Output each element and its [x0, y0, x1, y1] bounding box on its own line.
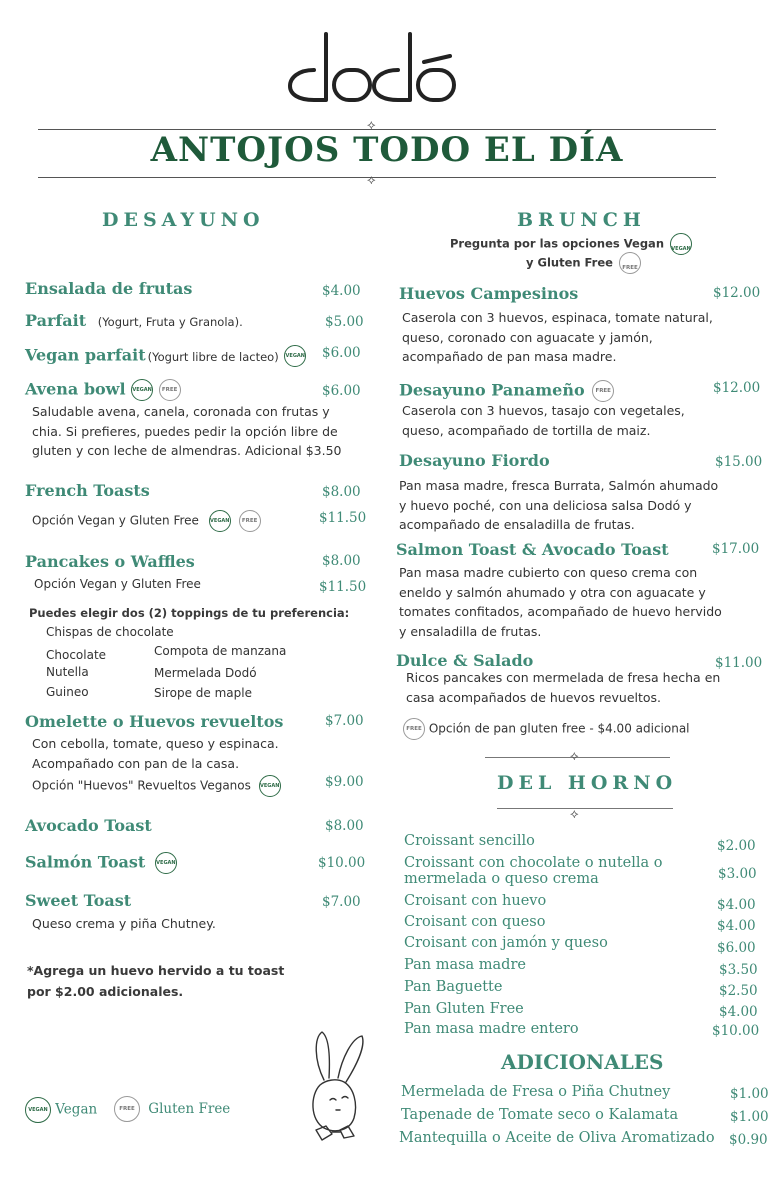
- item-price: $7.00: [325, 713, 364, 729]
- horno-price: $3.00: [718, 866, 757, 882]
- horno-price: $10.00: [712, 1023, 760, 1039]
- item-name: Parfait (Yogurt, Fruta y Granola).: [25, 311, 243, 330]
- item-description: Pan masa madre cubierto con queso crema con eneldo y salmón ahumado y otra con aguacate y tomates confitados, acompañado de huevo hervido y ensaladilla de frutas.: [399, 565, 722, 639]
- item-name: Vegan parfait (Yogurt libre de lacteo) VEGAN: [25, 345, 306, 367]
- horno-item: Croisant con huevo: [404, 893, 547, 909]
- item-name: Pancakes o Waffles: [25, 552, 195, 571]
- item-name: Salmon Toast & Avocado Toast: [396, 540, 669, 559]
- item-name: Sweet Toast: [25, 891, 132, 910]
- item-price: $8.00: [322, 484, 361, 500]
- gluten-free-bread-note: FREE Opción de pan gluten free - $4.00 adicional: [403, 718, 690, 740]
- item-description: Caserola con 3 huevos, espinaca, tomate natural, queso, coronado con aguacate y jamón, acompañado de pan masa madre.: [402, 310, 713, 364]
- flourish-ornament-icon: ⟡: [570, 807, 579, 822]
- item-price: $5.00: [325, 314, 364, 330]
- item-description: Con cebolla, tomate, queso y espinaca. Acompañado con pan de la casa.: [32, 736, 279, 771]
- topping: Mermelada Dodó: [154, 666, 257, 680]
- item-name: Avocado Toast: [25, 816, 152, 835]
- item-price: $10.00: [318, 855, 366, 871]
- legend-vegan: VEGAN Vegan: [25, 1097, 97, 1123]
- vegan-badge-icon: [670, 233, 692, 255]
- item-option: Opción Vegan y Gluten Free VEGAN FREE: [32, 510, 261, 532]
- item-price: $8.00: [325, 818, 364, 834]
- brunch-subtitle: y Gluten Free FREE: [526, 252, 641, 274]
- vegan-badge-icon: [155, 852, 177, 874]
- section-title-adicionales: ADICIONALES: [501, 1050, 664, 1074]
- flourish-ornament-icon: ⟡: [367, 118, 376, 133]
- horno-item: Pan Gluten Free: [404, 1001, 524, 1017]
- item-price: $15.00: [715, 454, 763, 470]
- horno-bottom-rule: [497, 808, 673, 809]
- flourish-ornament-icon: ⟡: [570, 749, 579, 764]
- item-price: $6.00: [322, 345, 361, 361]
- item-note: (Yogurt, Fruta y Granola).: [97, 315, 243, 329]
- rabbit-illustration-icon: [296, 1030, 376, 1145]
- item-price: $12.00: [713, 285, 761, 301]
- item-option-price: $11.50: [319, 579, 367, 595]
- vegan-badge-icon: [259, 775, 281, 797]
- adicional-price: $1.00: [730, 1086, 769, 1102]
- item-description: Ricos pancakes con mermelada de fresa hecha en casa acompañados de huevos revueltos.: [406, 670, 721, 705]
- dodo-logo: [284, 28, 460, 108]
- item-price: $12.00: [713, 380, 761, 396]
- horno-item: Croisant con jamón y queso: [404, 935, 608, 951]
- topping: Guineo: [46, 685, 89, 699]
- bottom-rule: [38, 177, 716, 178]
- legend-gluten-free: FREE Gluten Free: [114, 1096, 230, 1122]
- item-name: Desayuno Fiordo: [399, 451, 550, 470]
- item-name: Avena bowl VEGAN FREE: [25, 379, 181, 401]
- item-option-price: $9.00: [325, 774, 364, 790]
- topping: Chocolate: [46, 648, 107, 662]
- horno-item: Croisant con queso: [404, 914, 546, 930]
- adicional-item: Mermelada de Fresa o Piña Chutney: [401, 1084, 671, 1100]
- vegan-badge-icon: [284, 345, 306, 367]
- horno-item: Pan Baguette: [404, 979, 503, 995]
- horno-item: Pan masa madre: [404, 957, 526, 973]
- item-price: $17.00: [712, 541, 760, 557]
- page-title: ANTOJOS TODO EL DÍA: [150, 130, 624, 170]
- item-price: $4.00: [322, 283, 361, 299]
- item-option: Opción Vegan y Gluten Free: [34, 577, 201, 591]
- toppings-title: Puedes elegir dos (2) toppings de tu preferencia:: [29, 606, 350, 620]
- vegan-badge-icon: [25, 1097, 51, 1123]
- item-name: Huevos Campesinos: [399, 284, 579, 303]
- item-option-price: $11.50: [319, 510, 367, 526]
- adicional-price: $1.00: [730, 1109, 769, 1125]
- item-name: Ensalada de frutas: [25, 279, 193, 298]
- item-price: $7.00: [322, 894, 361, 910]
- gluten-free-badge-icon: [619, 252, 641, 274]
- topping: Chispas de chocolate: [46, 625, 174, 639]
- horno-price: $4.00: [717, 897, 756, 913]
- item-description: Saludable avena, canela, coronada con frutas y chia. Si prefieres, puedes pedir la opción libre de gluten y con leche de almendras. Adicional $3.50: [32, 404, 342, 458]
- item-name: Dulce & Salado: [396, 651, 534, 670]
- item-price: $11.00: [715, 655, 763, 671]
- gluten-free-badge-icon: [114, 1096, 140, 1122]
- item-name: French Toasts: [25, 481, 150, 500]
- item-description: Pan masa madre, fresca Burrata, Salmón ahumado y huevo poché, con una deliciosa salsa Dodó y acompañado de ensaladilla de frutas.: [399, 478, 719, 532]
- topping: Sirope de maple: [154, 686, 252, 700]
- gluten-free-badge-icon: [592, 380, 614, 402]
- item-name: Omelette o Huevos revueltos: [25, 712, 284, 731]
- horno-price: $3.50: [719, 962, 758, 978]
- item-name: Desayuno Panameño FREE: [399, 380, 614, 402]
- item-option: Opción "Huevos" Revueltos Veganos VEGAN: [32, 775, 281, 797]
- gluten-free-badge-icon: [403, 718, 425, 740]
- vegan-badge-icon: [209, 510, 231, 532]
- flourish-ornament-icon: ⟡: [367, 173, 376, 188]
- vegan-badge-icon: [131, 379, 153, 401]
- horno-price: $6.00: [717, 940, 756, 956]
- horno-price: $4.00: [719, 1004, 758, 1020]
- gluten-free-badge-icon: [239, 510, 261, 532]
- topping: Compota de manzana: [154, 644, 287, 658]
- horno-price: $2.50: [719, 983, 758, 999]
- adicional-price: $0.90: [729, 1132, 768, 1148]
- section-title-horno: DEL HORNO: [497, 772, 678, 794]
- section-title-desayuno: DESAYUNO: [102, 209, 265, 231]
- egg-note: *Agrega un huevo hervido a tu toast por $2.00 adicionales.: [27, 963, 285, 999]
- item-description: Caserola con 3 huevos, tasajo con vegetales, queso, acompañado de tortilla de maiz.: [402, 403, 685, 438]
- item-description: Queso crema y piña Chutney.: [32, 916, 216, 931]
- horno-price: $4.00: [717, 918, 756, 934]
- horno-price: $2.00: [717, 838, 756, 854]
- brunch-subtitle: Pregunta por las opciones Vegan VEGAN: [450, 233, 692, 255]
- horno-item: Croissant sencillo: [404, 833, 535, 849]
- section-title-brunch: BRUNCH: [517, 209, 646, 231]
- topping: Nutella: [46, 665, 89, 679]
- horno-item: Croissant con chocolate o nutella o mermelada o queso crema: [404, 855, 663, 887]
- item-price: $6.00: [322, 383, 361, 399]
- item-price: $8.00: [322, 553, 361, 569]
- gluten-free-badge-icon: [159, 379, 181, 401]
- item-note: (Yogurt libre de lacteo): [147, 349, 279, 364]
- adicional-item: Tapenade de Tomate seco o Kalamata: [401, 1107, 679, 1123]
- adicional-item: Mantequilla o Aceite de Oliva Aromatizado: [399, 1130, 715, 1146]
- item-name: Salmón Toast VEGAN: [25, 852, 177, 874]
- horno-item: Pan masa madre entero: [404, 1021, 579, 1037]
